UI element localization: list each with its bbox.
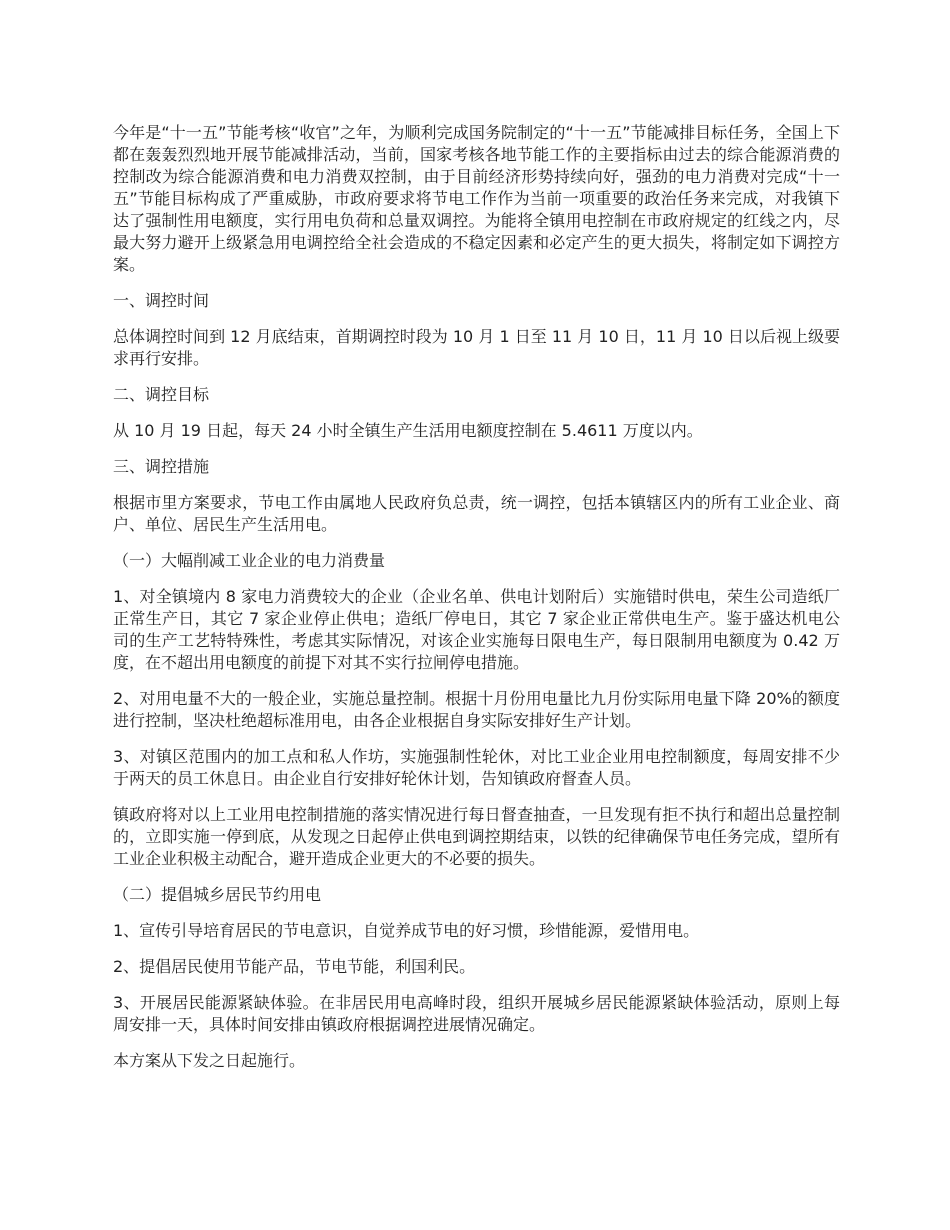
- section-heading-target: 二、调控目标: [113, 385, 210, 404]
- measures-paragraph: 根据市里方案要求，节电工作由属地人民政府负总责，统一调控，包括本镇辖区内的所有工业企业、商户、单位、居民生产生活用电。: [113, 493, 840, 534]
- target-paragraph: 从 10 月 19 日起，每天 24 小时全镇生产生活用电额度控制在 5.4611 万度以内。: [113, 421, 703, 440]
- intro-paragraph: 今年是“十一五”节能考核“收官”之年，为顺利完成国务院制定的“十一五”节能减排目标任务，全国上下都在轰轰烈烈地开展节能减排活动，当前，国家考核各地节能工作的主要指标由过去的综合能源消费的控制改为综合能源消费和电力消费双控制，由于目前经济形势持续向好，强劲的电力消费对完成“十一五”节能目标构成了严重威胁，市政府要求将节电工作作为当前一项重要的政治任务来完成，对我镇下达了强制性用电额度，实行用电负荷和总量双调控。为能将全镇用电控制在市政府规定的红线之内，尽最大努力避开上级紧急用电调控给全社会造成的不稳定因素和必定产生的更大损失，将制定如下调控方案。: [113, 123, 840, 274]
- section-heading-schedule: 一、调控时间: [113, 291, 210, 310]
- industry-item-1: 1、对全镇境内 8 家电力消费较大的企业（企业名单、供电计划附后）实施错时供电，荣生公司造纸厂正常生产日，其它 7 家企业停止供电；造纸厂停电日，其它 7 家企业正常供电生产。鉴于盛达机电公司的生产工艺特特殊性，考虑其实际情况，对该企业实施每日限电生产，每日限制用电额度为 0.42 万度，在不超出用电额度的前提下对其不实行拉闸停电措施。: [113, 587, 840, 672]
- subsection-heading-residents: （二）提倡城乡居民节约用电: [113, 885, 322, 904]
- residents-item-3: 3、开展居民能源紧缺体验。在非居民用电高峰时段，组织开展城乡居民能源紧缺体验活动，原则上每周安排一天，具体时间安排由镇政府根据调控进展情况确定。: [113, 993, 840, 1034]
- industry-item-2: 2、对用电量不大的一般企业，实施总量控制。根据十月份用电量比九月份实际用电量下降 20%的额度进行控制，坚决杜绝超标准用电，由各企业根据自身实际安排好生产计划。: [113, 689, 840, 730]
- subsection-heading-industry: （一）大幅削减工业企业的电力消费量: [113, 551, 386, 570]
- closing-paragraph: 本方案从下发之日起施行。: [113, 1051, 306, 1070]
- residents-item-1: 1、宣传引导培育居民的节电意识，自觉养成节电的好习惯，珍惜能源，爱惜用电。: [113, 921, 700, 940]
- residents-item-2: 2、提倡居民使用节能产品，节电节能，利国利民。: [113, 957, 476, 976]
- section-heading-measures: 三、调控措施: [113, 457, 210, 476]
- industry-item-3: 3、对镇区范围内的加工点和私人作坊，实施强制性轮休，对比工业企业用电控制额度，每周安排不少于两天的员工休息日。由企业自行安排好轮休计划，告知镇政府督查人员。: [113, 747, 840, 788]
- document-body: [113, 122, 840, 1086]
- schedule-paragraph: 总体调控时间到 12 月底结束，首期调控时段为 10 月 1 日至 11 月 10 日，11 月 10 日以后视上级要求再行安排。: [113, 327, 840, 368]
- supervision-paragraph: 镇政府将对以上工业用电控制措施的落实情况进行每日督查抽查，一旦发现有拒不执行和超出总量控制的，立即实施一停到底，从发现之日起停止供电到调控期结束，以铁的纪律确保节电任务完成，望所有工业企业积极主动配合，避开造成企业更大的不必要的损失。: [113, 805, 840, 868]
